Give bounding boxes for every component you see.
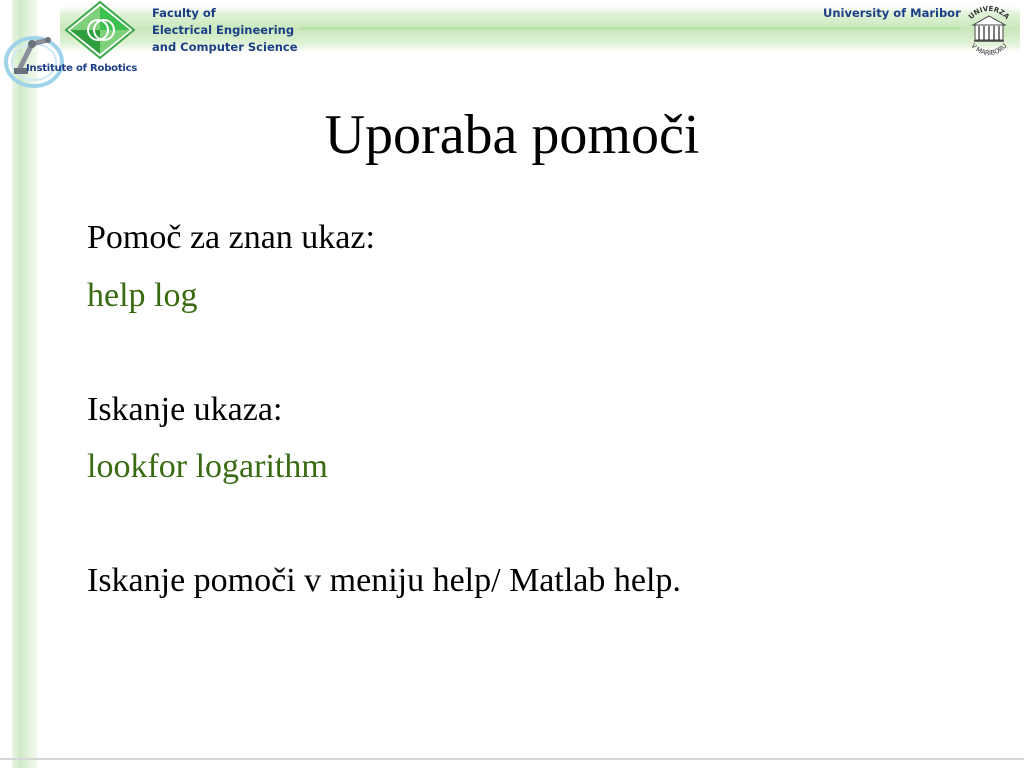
svg-text:V MARIBORU: [969, 42, 1008, 58]
faculty-name: [152, 5, 352, 56]
body-line-lookfor: lookfor logarithm: [87, 448, 328, 485]
faculty-line-1: Faculty of: [152, 6, 216, 20]
slide-title: Uporaba pomoči: [324, 104, 700, 166]
university-seal: [958, 2, 1020, 64]
seal-text-top: UNIVERZA: [967, 4, 1011, 21]
body-line-menu-help: Iskanje pomoči v meniju help/ Matlab help.: [87, 562, 681, 599]
robotics-logo: [2, 22, 142, 90]
body-line-help-log: help log: [87, 277, 198, 314]
faculty-line-2: Electrical Engineering: [152, 23, 295, 37]
seal-text-bottom: V MARIBORU: [969, 41, 1009, 58]
university-name: University of Maribor: [823, 6, 961, 20]
faculty-line-3: and Computer Science: [152, 40, 298, 54]
institute-label: Institute of Robotics: [26, 63, 138, 74]
header-band-line: [300, 27, 960, 30]
body-line-search-command: Iskanje ukaza:: [87, 391, 283, 428]
body-line-known-command: Pomoč za znan ukaz:: [87, 219, 375, 256]
bottom-rule: [0, 758, 1024, 760]
